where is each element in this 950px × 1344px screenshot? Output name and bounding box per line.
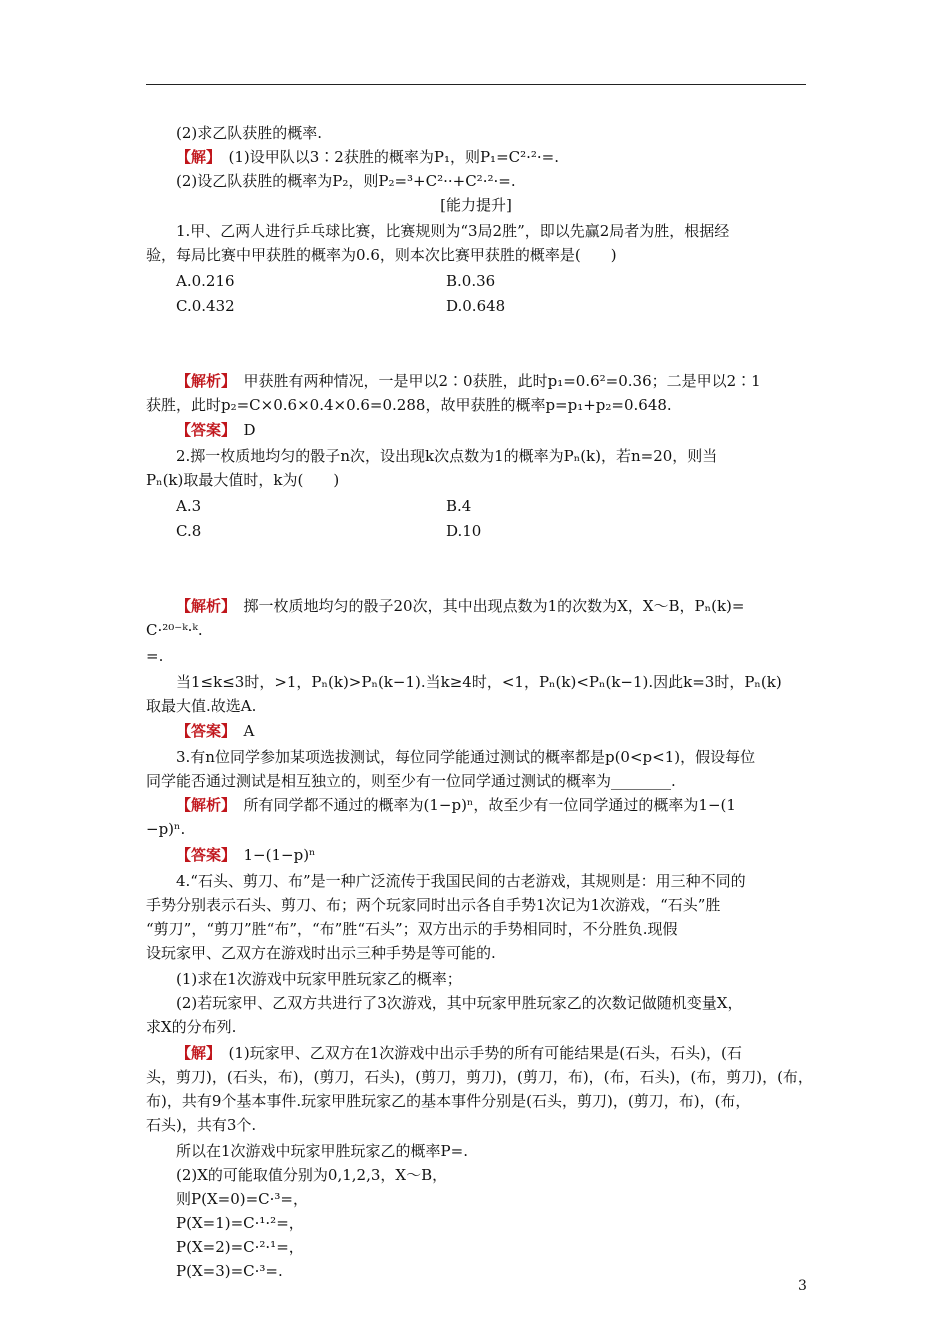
text-line: [146, 1139, 806, 1163]
text-line: [146, 1235, 806, 1259]
page-number: 3: [798, 1278, 807, 1294]
text-line: [146, 468, 806, 492]
answer-tag: 【答案】: [176, 421, 229, 439]
text-line: [146, 769, 806, 793]
line-text: 当1≤k≤3时，>1，Pₙ(k)>Pₙ(k−1).当k≥4时，<1，Pₙ(k)<Pₙ(k−1).因此k=3时，Pₙ(k): [176, 673, 782, 691]
choice-option: D.0.648: [446, 297, 506, 315]
text-line: [146, 1259, 806, 1283]
line-text: (2)设乙队获胜的概率为P₂，则P₂=³+C²··+C²·²·=.: [176, 172, 516, 190]
text-line: [146, 793, 806, 817]
text-line: [146, 694, 806, 718]
text-line: [146, 243, 806, 267]
text-line: [146, 393, 806, 417]
text-line: [146, 1163, 806, 1187]
text-line: [146, 418, 806, 442]
line-text: P(X=2)=C·²·¹=，: [176, 1238, 304, 1256]
text-line: [146, 893, 806, 917]
answer-tag: 【答案】: [176, 722, 229, 740]
text-line: [146, 719, 806, 743]
line-text: 所有同学都不通过的概率为(1−p)ⁿ，故至少有一位同学通过的概率为1−(1: [228, 796, 736, 814]
line-text: (1)玩家甲、乙双方在1次游戏中出示手势的所有可能结果是(石头，石头)，(石: [213, 1044, 742, 1062]
line-text: 掷一枚质地均匀的骰子20次，其中出现点数为1的次数为X，X～B，Pₙ(k)=: [228, 597, 745, 615]
text-line: [146, 145, 806, 169]
line-text: (2)X的可能取值分别为0,1,2,3，X～B，: [176, 1166, 448, 1184]
line-text: (2)若玩家甲、乙双方共进行了3次游戏，其中玩家甲胜玩家乙的次数记做随机变量X，: [176, 994, 743, 1012]
text-line: [146, 941, 806, 965]
line-text: =.: [146, 647, 164, 665]
text-line: [146, 444, 806, 468]
answer-tag: 【答案】: [176, 846, 229, 864]
line-text: 同学能否通过测试是相互独立的，则至少有一位同学通过测试的概率为________.: [146, 772, 676, 790]
choice-option: C.0.432: [176, 297, 235, 315]
line-text: (2)求乙队获胜的概率.: [176, 124, 323, 142]
line-text: D: [228, 421, 256, 439]
line-text: 布)，共有9个基本事件.玩家甲胜玩家乙的基本事件分别是(石头，剪刀)，(剪刀，布)，(布，: [146, 1092, 751, 1110]
text-line: [146, 644, 806, 668]
text-line: [146, 1015, 806, 1039]
line-text: [能力提升]: [440, 196, 512, 214]
text-line: [146, 121, 806, 145]
line-text: (1)求在1次游戏中玩家甲胜玩家乙的概率；: [176, 970, 462, 988]
text-line: [146, 219, 806, 243]
line-text: Pₙ(k)取最大值时，k为( ): [146, 471, 340, 489]
line-text: A: [228, 722, 255, 740]
line-text: 获胜，此时p₂=C×0.6×0.4×0.6=0.288，故甲获胜的概率p=p₁+p₂=0.648.: [146, 396, 672, 414]
text-line: [146, 1113, 806, 1137]
text-line: [146, 1187, 806, 1211]
choice-option: A.0.216: [176, 272, 235, 290]
text-line: [146, 967, 806, 991]
text-line: [146, 169, 806, 193]
text-line: [146, 594, 806, 618]
line-text: (1)设甲队以3∶2获胜的概率为P₁，则P₁=C²·²·=.: [213, 148, 560, 166]
line-text: 所以在1次游戏中玩家甲胜玩家乙的概率P=.: [176, 1142, 468, 1160]
answer-tag: 【解析】: [176, 597, 229, 615]
line-text: 设玩家甲、乙双方在游戏时出示三种手势是等可能的.: [146, 944, 496, 962]
header-rule: [146, 84, 806, 85]
choice-option: C.8: [176, 522, 202, 540]
line-text: 石头)，共有3个.: [146, 1116, 257, 1134]
line-text: 甲获胜有两种情况，一是甲以2∶0获胜，此时p₁=0.6²=0.36；二是甲以2∶1: [228, 372, 761, 390]
text-line: [146, 1089, 806, 1113]
line-text: 求X的分布列.: [146, 1018, 237, 1036]
text-line: [146, 843, 806, 867]
text-line: [146, 1065, 813, 1089]
line-text: C·²⁰⁻ᵏ·ᵏ.: [146, 621, 203, 639]
line-text: 2.掷一枚质地均匀的骰子n次，设出现k次点数为1的概率为Pₙ(k)，若n=20，则当: [176, 447, 718, 465]
line-text: 3.有n位同学参加某项选拔测试，每位同学能通过测试的概率都是p(0<p<1)，假设每位: [176, 748, 756, 766]
line-text: 4.“石头、剪刀、布”是一种广泛流传于我国民间的古老游戏，其规则是：用三种不同的: [176, 872, 746, 890]
line-text: 手势分别表示石头、剪刀、布；两个玩家同时出示各自手势1次记为1次游戏，“石头”胜: [146, 896, 721, 914]
line-text: 取最大值.故选A.: [146, 697, 257, 715]
answer-tag: 【解析】: [176, 372, 229, 390]
line-text: P(X=3)=C·³=.: [176, 1262, 283, 1280]
line-text: 1−(1−p)ⁿ: [228, 846, 316, 864]
line-text: 验，每局比赛中甲获胜的概率为0.6，则本次比赛甲获胜的概率是( ): [146, 246, 617, 264]
choice-option: B.0.36: [446, 272, 496, 290]
line-text: −p)ⁿ.: [146, 820, 186, 838]
line-text: 则P(X=0)=C·³=，: [176, 1190, 308, 1208]
text-line: [146, 1211, 806, 1235]
text-line: [146, 991, 806, 1015]
text-line: [146, 1041, 806, 1065]
line-text: P(X=1)=C·¹·²=，: [176, 1214, 304, 1232]
answer-tag: 【解析】: [176, 796, 229, 814]
text-line: [146, 817, 806, 841]
choice-option: B.4: [446, 497, 472, 515]
text-line: [146, 369, 806, 393]
text-line: [146, 670, 806, 694]
section-heading: [146, 193, 806, 217]
text-line: [146, 745, 806, 769]
answer-tag: 【解】: [176, 148, 214, 166]
text-line: [146, 869, 806, 893]
text-line: [146, 618, 806, 642]
line-text: 1.甲、乙两人进行乒乓球比赛，比赛规则为“3局2胜”，即以先赢2局者为胜，根据经: [176, 222, 730, 240]
choice-option: A.3: [176, 497, 202, 515]
line-text: “剪刀”，“剪刀”胜“布”，“布”胜“石头”；双方出示的手势相同时，不分胜负.现假: [146, 920, 678, 938]
answer-tag: 【解】: [176, 1044, 214, 1062]
choice-option: D.10: [446, 522, 482, 540]
line-text: 头，剪刀)，(石头，布)，(剪刀，石头)，(剪刀，剪刀)，(剪刀，布)，(布，石头)，(布，剪刀)，(布，: [146, 1068, 813, 1086]
text-line: [146, 917, 806, 941]
